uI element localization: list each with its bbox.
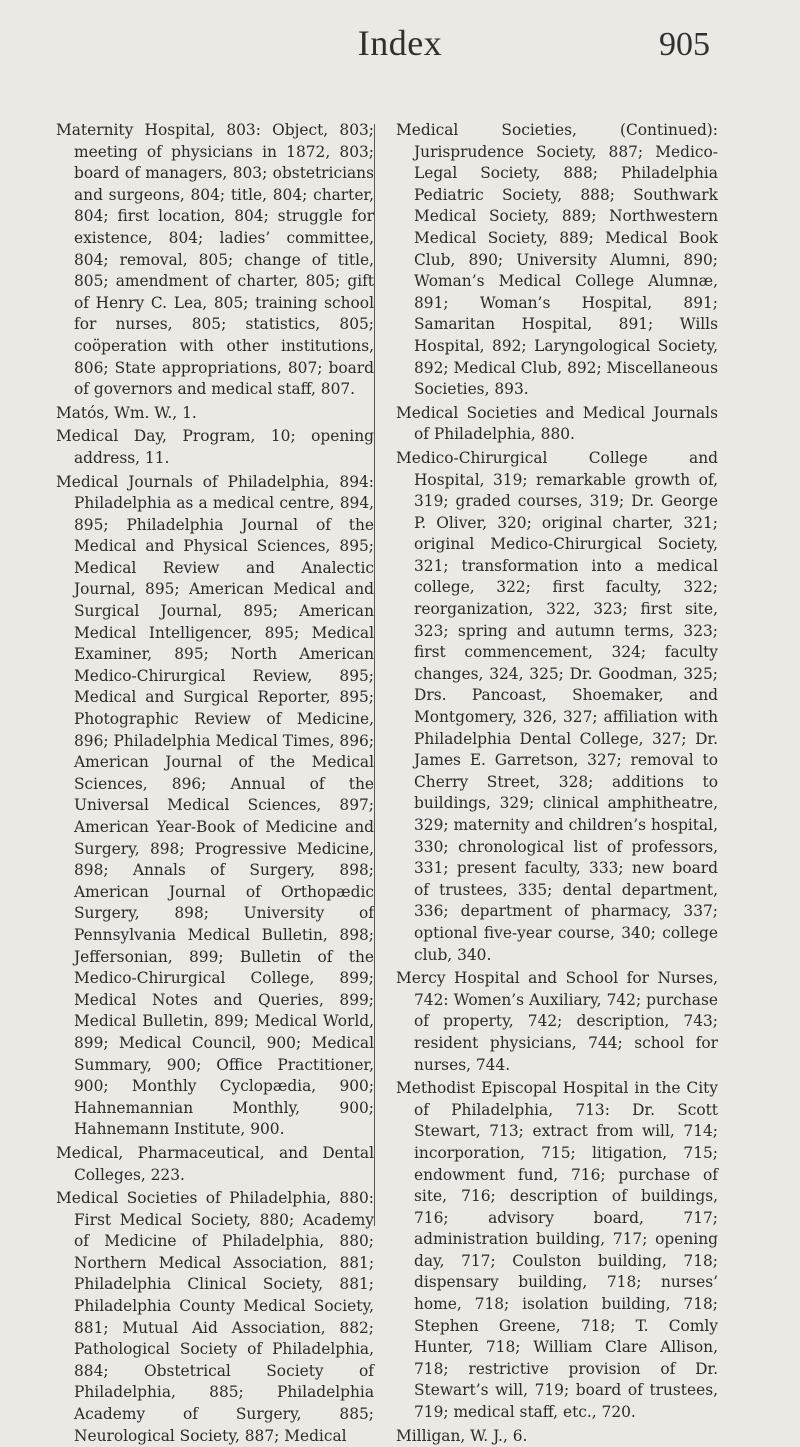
index-entry: Maternity Hospital, 803: Object, 803; meeting of physicians in 1872, 803; board of managers, 803; obstetricians and surgeons, 804; title, 804; charter, 804; first location, 804; struggle for existence, 804; ladies’ committee, 804; removal, 805; change of title, 805; amendment of charter, 805; gift of Henry C. Lea, 805; training school for nurses, 805; statistics, 805; coöperation with other institutions, 806; State appropriations, 807; board of governors and medical staff, 807. (56, 121, 374, 399)
index-entry: Methodist Episcopal Hospital in the City of Philadelphia, 713: Dr. Scott Stewart, 713; extract from will, 714; incorporation, 715; litigation, 715; endowment fund, 716; purchase of site, 716; description of buildings, 716; advisory board, 717; administration building, 717; opening day, 717; Coulston building, 718; dispensary building, 718; nurses’ home, 718; isolation building, 718; Stephen Greene, 718; T. Comly Hunter, 718; William Clare Allison, 718; restrictive provision of Dr. Stewart’s will, 719; board of trustees, 719; medical staff, etc., 720. (396, 1079, 718, 1422)
index-entry: Medical Day, Program, 10; opening address, 11. (56, 427, 374, 467)
index-entry: Matós, Wm. W., 1. (56, 403, 197, 422)
index-entry: Mercy Hospital and School for Nurses, 742: Women’s Auxiliary, 742; purchase of property, 742; description, 743; resident physicians, 744; school for nurses, 744. (396, 969, 718, 1074)
index-entry: Medico-Chirurgical College and Hospital, 319; remarkable growth of, 319; graded courses, 319; Dr. George P. Oliver, 320; original charter, 321; original Medico-Chirurgical Society, 321; transformation into a medical college, 322; first faculty, 322; reorganization, 322, 323; first site, 323; spring and autumn terms, 323; first commencement, 324; faculty changes, 324, 325; Dr. Goodman, 325; Drs. Pancoast, Shoemaker, and Montgomery, 326, 327; affiliation with Philadelphia Dental College, 327; Dr. James E. Garretson, 327; removal to Cherry Street, 328; additions to buildings, 329; clinical amphitheatre, 329; maternity and children’s hospital, 330; chronological list of professors, 331; present faculty, 333; new board of trustees, 335; dental department, 336; department of pharmacy, 337; optional five-year course, 340; college club, 340. (396, 448, 718, 964)
index-entry: Medical Societies and Medical Journals of Philadelphia, 880. (396, 403, 718, 444)
index-entry: Medical Societies, (Continued): Jurisprudence Society, 887; Medico-Legal Society, 888; Philadelphia Pediatric Society, 888; Southwark Medical Society, 889; Northwestern Medical Society, 889; Medical Book Club, 890; University Alumni, 890; Woman’s Medical College Alumnæ, 891; Woman’s Hospital, 891; Samaritan Hospital, 891; Wills Hospital, 892; Laryngological Society, 892; Medical Club, 892; Miscellaneous Societies, 893. (396, 121, 718, 399)
index-entry: Medical, Pharmaceutical, and Dental Colleges, 223. (56, 1143, 374, 1184)
index-entry: Medical Societies of Philadelphia, 880: First Medical Society, 880; Academy of Medicine of Philadelphia, 880; Northern Medical Association, 881; Philadelphia Clinical Society, 881; Philadelphia County Medical Society, 881; Mutual Aid Association, 882; Pathological Society of Philadelphia, 884; Obstetrical Society of Philadelphia, 885; Philadelphia Academy of Surgery, 885; Neurological Society, 887; Medical (56, 1189, 374, 1445)
page-header (0, 0, 800, 110)
index-entry: Milligan, W. J., 6. (396, 1426, 528, 1445)
index-column-left (56, 120, 374, 1447)
page-number: 905 (659, 26, 710, 63)
index-column-right (396, 120, 718, 1447)
index-entry: Medical Journals of Philadelphia, 894: Philadelphia as a medical centre, 894, 895; Philadelphia Journal of the Medical and Physical Sciences, 895; Medical Review and Analectic Journal, 895; American Medical and Surgical Journal, 895; American Medical Intelligencer, 895; Medical Examiner, 895; North American Medico-Chirurgical Review, 895; Medical and Surgical Reporter, 895; Photographic Review of Medicine, 896; Philadelphia Medical Times, 896; American Journal of the Medical Sciences, 896; Annual of the Universal Medical Sciences, 897; American Year-Book of Medicine and Surgery, 898; Progressive Medicine, 898; Annals of Surgery, 898; American Journal of Orthopædic Surgery, 898; University of Pennsylvania Medical Bulletin, 898; Jeffersonian, 899; Bulletin of the Medico-Chirurgical College, 899; Medical Notes and Queries, 899; Medical Bulletin, 899; Medical World, 899; Medical Council, 900; Medical Summary, 900; Office Practitioner, 900; Monthly Cyclopædia, 900; Hahnemannian Monthly, 900; Hahnemann Institute, 900. (56, 472, 374, 1139)
page-title: Index (357, 23, 443, 63)
column-divider (374, 124, 375, 1226)
